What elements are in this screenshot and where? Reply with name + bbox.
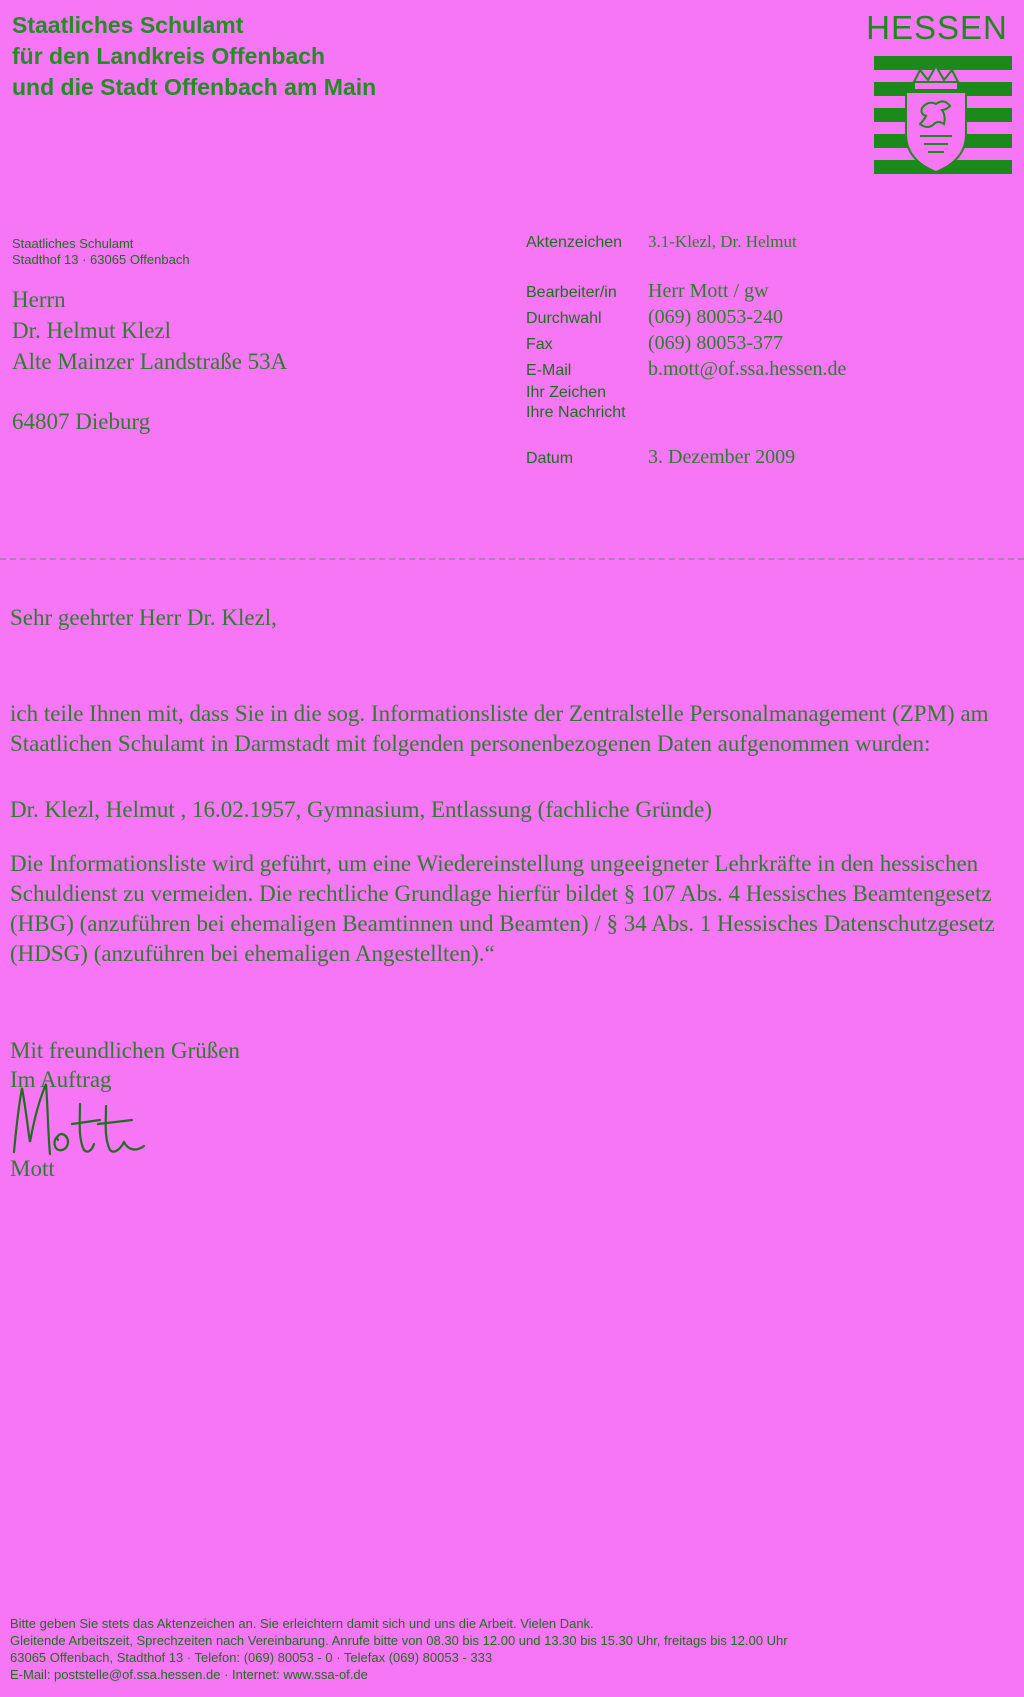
footer-line-4: E-Mail: poststelle@of.ssa.hessen.de · Internet: www.ssa-of.de [10, 1667, 368, 1682]
fax-label: Fax [526, 336, 553, 353]
letter-data-line: Dr. Klezl, Helmut , 16.02.1957, Gymnasium, Entlassung (fachliche Gründe) [10, 797, 712, 822]
closing-greeting: Mit freundlichen Grüßen [10, 1038, 240, 1063]
fold-divider [0, 558, 1024, 560]
datum-label: Datum [526, 450, 574, 467]
sender-address [12, 236, 190, 268]
authority-title-line-3: und die Stadt Offenbach am Main [12, 74, 377, 100]
authority-title-line-2: für den Landkreis Offenbach [12, 43, 326, 69]
letter-paragraph-2: Die Informationsliste wird geführt, um eine Wiedereinstellung ungeeigneter Lehrkräfte in den hessischen Schuldienst zu vermeiden. Die rechtliche Grundlage hierfür bildet § 107 Abs. 4 Hessisches Beamtengesetz (HBG) (anzuführen bei ehemaligen Beamtinnen und Beamten) / § 34 Abs. 1 Hessisches Datenschutzgesetz (HDSG) (anzuführen bei ehemaligen Angestellten).“ [10, 851, 995, 966]
recipient-address [12, 284, 287, 437]
meta-bearbeiter [526, 280, 1006, 306]
signer-name: Mott [10, 1156, 55, 1181]
meta-email [526, 358, 1006, 384]
meta-durchwahl [526, 306, 1006, 332]
reference-block [526, 232, 1006, 472]
ihr-zeichen-label: Ihr Zeichen [526, 384, 607, 401]
meta-ihr-zeichen [526, 384, 1006, 404]
logo-wordmark: HESSEN [866, 9, 1008, 46]
letter-paragraph-1: ich teile Ihnen mit, dass Sie in die sog. Informationsliste der Zentralstelle Personalmanagement (ZPM) am Staatlichen Schulamt in Darmstadt mit folgenden personenbezogenen Daten aufgenommen wurden: [10, 701, 989, 756]
aktenzeichen-value: 3.1-Klezl, Dr. Helmut [648, 232, 797, 251]
authority-title-line-1: Staatliches Schulamt [12, 12, 244, 38]
footer-line-3: 63065 Offenbach, Stadthof 13 · Telefon: (069) 80053 - 0 · Telefax (069) 80053 - 333 [10, 1650, 493, 1665]
durchwahl-label: Durchwahl [526, 310, 602, 327]
meta-ihre-nachricht [526, 404, 1006, 424]
datum-value: 3. Dezember 2009 [648, 446, 796, 468]
letter-body [10, 603, 1010, 997]
footer [10, 1615, 1010, 1683]
recipient-street: Alte Mainzer Landstraße 53A [12, 349, 288, 374]
footer-line-1: Bitte geben Sie stets das Aktenzeichen an. Sie erleichtern damit sich und uns die Arbeit. Vielen Dank. [10, 1616, 594, 1631]
authority-title [12, 10, 376, 103]
footer-line-2: Gleitende Arbeitszeit, Sprechzeiten nach Vereinbarung. Anrufe bitte von 08.30 bis 12.00 und 13.30 bis 15.30 Uhr, freitags bis 12.00 Uhr [10, 1633, 788, 1648]
handwritten-signature [8, 1080, 148, 1160]
durchwahl-value: (069) 80053-240 [648, 306, 783, 328]
fax-value: (069) 80053-377 [648, 332, 783, 354]
bearbeiter-label: Bearbeiter/in [526, 284, 617, 301]
email-label: E-Mail [526, 362, 572, 379]
closing-im-auftrag: Im Auftrag [10, 1067, 112, 1092]
aktenzeichen-label: Aktenzeichen [526, 234, 623, 251]
hessen-logo [862, 10, 1012, 192]
meta-aktenzeichen [526, 232, 1006, 258]
bearbeiter-value: Herr Mott / gw [648, 280, 769, 302]
meta-datum [526, 446, 1006, 472]
recipient-city: 64807 Dieburg [12, 409, 151, 434]
recipient-name: Dr. Helmut Klezl [12, 318, 172, 343]
ihre-nachricht-label: Ihre Nachricht [526, 404, 626, 421]
sender-line-1: Staatliches Schulamt [12, 236, 134, 251]
email-value: b.mott@of.ssa.hessen.de [648, 358, 847, 380]
meta-fax [526, 332, 1006, 358]
letter-salutation: Sehr geehrter Herr Dr. Klezl, [10, 605, 277, 630]
recipient-salutation: Herrn [12, 287, 66, 312]
hessen-coat-of-arms-icon [862, 52, 1012, 192]
sender-line-2: Stadthof 13 · 63065 Offenbach [12, 252, 190, 267]
